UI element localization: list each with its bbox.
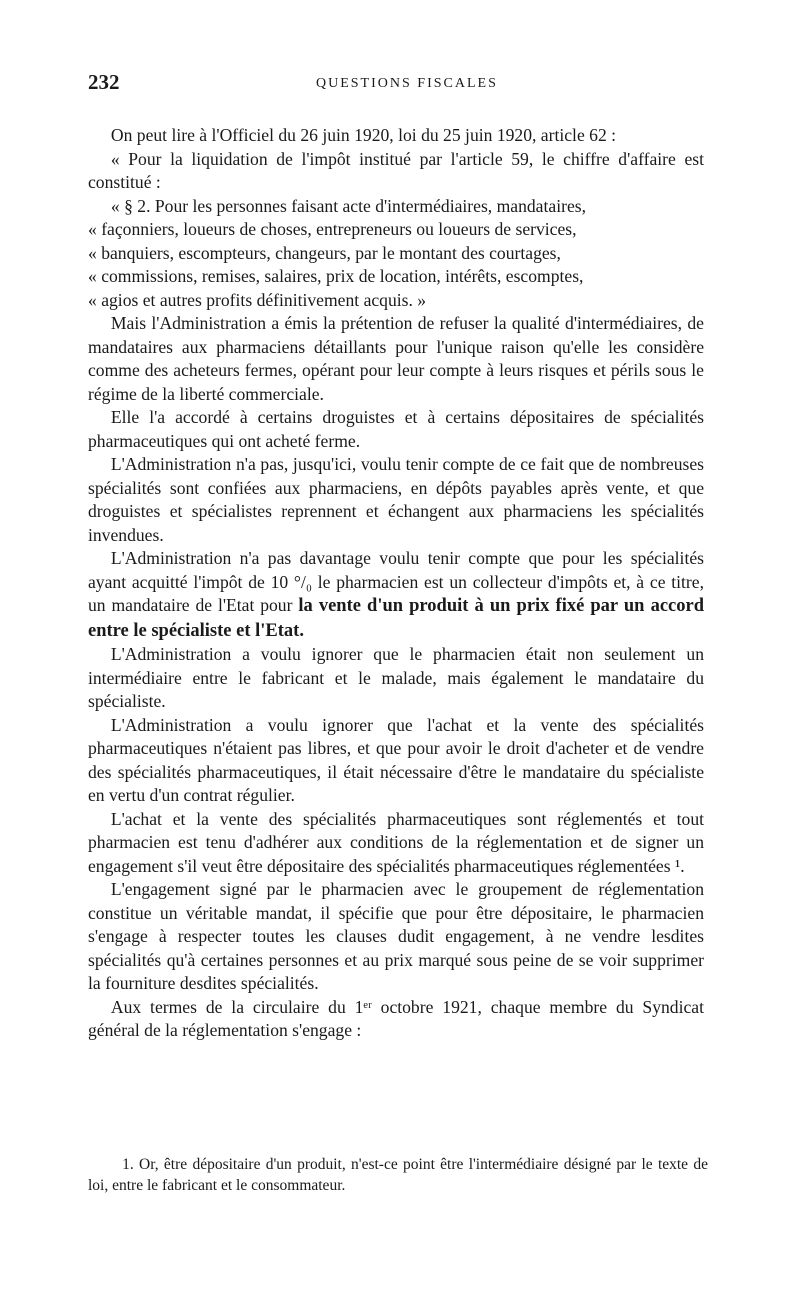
- paragraph-engagement: L'engagement signé par le pharmacien avec le groupement de réglementation constitue un véritable mandat, il spécifie que pour être dépositaire, le pharmacien s'engage à respecter toutes les clauses dudit engagement, à ne vendre lesdites spécialités qu'à certaines personnes et au prix marqué sous peine de se voir supprimer la fourniture desdites spécialités.: [88, 879, 704, 993]
- paragraph-droguistes: Elle l'a accordé à certains droguistes et à certains dépositaires de spécialités pharmaceutiques qui ont acheté ferme.: [88, 407, 704, 451]
- footnote-text: 1. Or, être dépositaire d'un produit, n'est-ce point être l'intermédiaire désigné par le texte de loi, entre le fabricant et le consommateur.: [88, 1156, 708, 1194]
- paragraph-circulaire: Aux termes de la circulaire du 1ᵉʳ octobre 1921, chaque membre du Syndicat général de la réglementation s'engage :: [88, 996, 704, 1040]
- paragraph-impot: [88, 547, 704, 643]
- paragraph-reglementation: L'achat et la vente des spécialités pharmaceutiques sont réglementés et tout pharmacien est tenu d'adhérer aux conditions de la réglementation et de signer un engagement s'il veut être dépositaire des spécialités pharmaceutiques réglementées ¹.: [88, 808, 704, 876]
- quote-line-6: « agios et autres profits définitivement acquis. »: [88, 289, 427, 310]
- quote-line-5: « commissions, remises, salaires, prix de location, intérêts, escomptes,: [88, 266, 584, 286]
- page-body: [88, 124, 704, 1043]
- paragraph-intermediaire: L'Administration a voulu ignorer que le pharmacien était non seulement un intermédiaire entre le fabricant et le malade, mais également le mandataire du spécialiste.: [88, 644, 704, 711]
- paragraph-achat-vente: L'Administration a voulu ignorer que l'achat et la vente des spécialités pharmaceutiques n'étaient pas libres, et que pour avoir le droit d'acheter et de vendre des spécialités pharmaceutiques, il était nécessaire d'être le mandataire du spécialiste en vertu d'un contrat régulier.: [88, 714, 704, 805]
- running-title: QUESTIONS FISCALES: [316, 76, 498, 91]
- footnote: [88, 1154, 708, 1196]
- paragraph-impot-text: L'Administration n'a pas davantage voulu tenir compte que pour les spécialités ayant acquitté l'impôt de 10 °/₀ le pharmacien est un collecteur d'impôts et, à ce titre, un mandataire de l'Etat pour: [88, 548, 704, 615]
- paragraph-administration-refus: Mais l'Administration a émis la prétention de refuser la qualité d'intermédiaires, de mandataires aux pharmaciens détaillants pour l'unique raison qu'elle les considère comme des acheteurs fermes, opérant pour leur compte à leurs risques et périls sous le régime de la liberté commerciale.: [88, 313, 704, 404]
- page-header: [88, 70, 708, 100]
- quote-line-4: « banquiers, escompteurs, changeurs, par le montant des courtages,: [88, 242, 561, 263]
- paragraph-depots: L'Administration n'a pas, jusqu'ici, voulu tenir compte de ce fait que de nombreuses spécialités sont confiées aux pharmaciens, en dépôts payables après vente, et que droguistes et spécialistes reprennent et échangent aux pharmaciens les spécialités invendues.: [88, 454, 704, 545]
- quote-line-2: « § 2. Pour les personnes faisant acte d'intermédiaires, mandataires,: [110, 195, 586, 216]
- paragraph-impot-bold: la vente d'un produit à un prix fixé par un accord entre le spécialiste et l'Etat.: [88, 596, 704, 641]
- quote-line-3: « façonniers, loueurs de choses, entrepreneurs ou loueurs de services,: [88, 219, 577, 239]
- page-number: 232: [88, 70, 120, 94]
- paragraph-intro: On peut lire à l'Officiel du 26 juin 1920, loi du 25 juin 1920, article 62 :: [110, 125, 617, 145]
- quote-line-1: « Pour la liquidation de l'impôt institué par l'article 59, le chiffre d'affaire est constitué :: [88, 148, 704, 192]
